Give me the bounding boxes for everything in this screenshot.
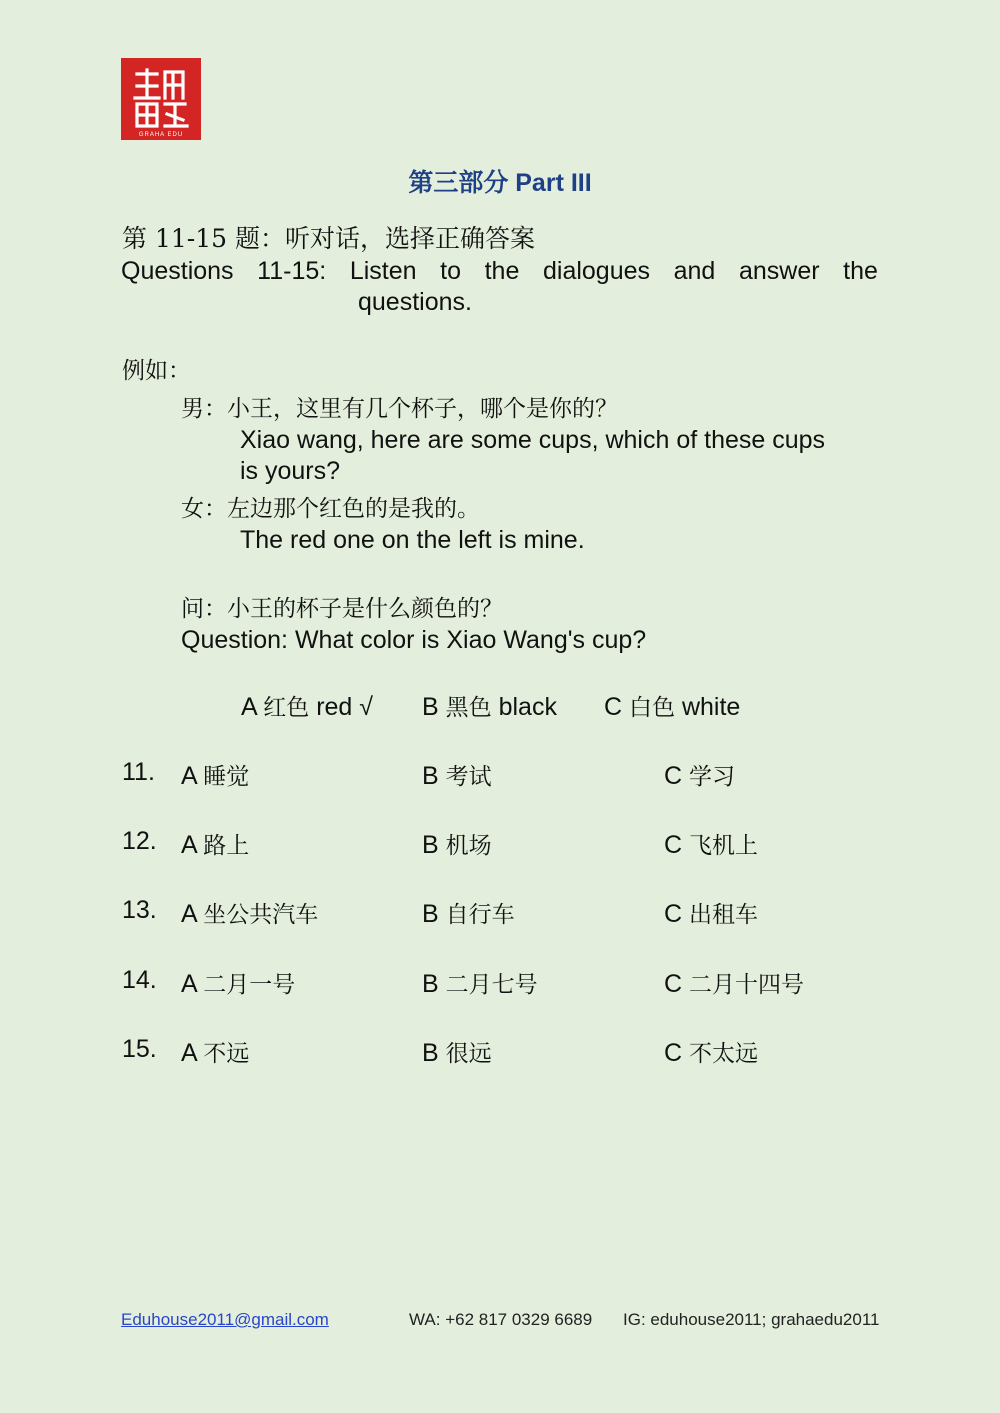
option-text: 很远 [445,1041,492,1067]
question-option-b [422,896,515,929]
question-option-b [422,1035,492,1068]
option-chinese: 红色 [263,695,310,721]
example-option-c [604,689,740,722]
option-letter: C [664,900,683,928]
instr-word: the [484,257,520,285]
question-number: 12. [122,827,157,855]
question-option-c [664,1035,758,1068]
option-letter: B [422,762,439,790]
instructions-english-line-2: questions. [358,288,472,316]
question-option-b [422,827,492,860]
option-letter: C [604,693,623,721]
option-letter: A [181,970,197,998]
instructions-chinese: 第 11-15 题：听对话，选择正确答案 [122,224,535,253]
option-text: 自行车 [445,902,515,928]
instr-word: to [440,257,461,285]
question-option-a [181,827,249,860]
school-logo [121,58,201,140]
option-text: 不远 [203,1041,250,1067]
option-letter: A [181,900,197,928]
footer-instagram: IG: eduhouse2011; grahaedu2011 [623,1310,880,1329]
option-english: white [681,693,741,721]
option-text: 考试 [445,764,492,790]
example-option-a [241,689,373,722]
option-letter: A [181,1039,197,1067]
instr-word: dialogues [542,257,651,285]
example-question-chinese: 问：小王的杯子是什么颜色的？ [181,596,503,622]
question-option-c [664,896,758,929]
question-option-a [181,966,295,999]
question-option-b [422,966,538,999]
question-option-a [181,896,318,929]
question-option-a [181,1035,249,1068]
option-text: 坐公共汽车 [203,902,319,928]
option-text: 出租车 [689,902,759,928]
option-letter: A [181,831,197,859]
option-text: 二月七号 [445,972,538,998]
instr-word: answer [738,257,820,285]
example-male-chinese: 男：小王，这里有几个杯子，哪个是你的？ [181,396,618,422]
instr-word: and [673,257,716,285]
example-option-b [422,689,557,722]
option-text: 飞机上 [689,833,759,859]
footer-email-link[interactable]: Eduhouse2011@gmail.com [121,1310,329,1329]
option-text: 路上 [203,833,250,859]
option-chinese: 黑色 [445,695,492,721]
option-letter: B [422,693,439,721]
example-question-english: Question: What color is Xiao Wang's cup? [181,626,647,654]
svg-text:GRAHA EDU: GRAHA EDU [138,132,184,138]
question-option-c [664,966,804,999]
question-option-a [181,758,249,791]
question-number: 11. [122,758,155,786]
instr-word: Questions [121,257,234,285]
option-letter: B [422,831,439,859]
example-female-english: The red one on the left is mine. [240,526,585,554]
question-option-c [664,827,758,860]
question-number: 15. [122,1035,157,1063]
page-title: 第三部分 Part III [408,169,592,197]
question-number: 14. [122,966,157,994]
option-letter: C [664,762,683,790]
instr-word: the [843,257,878,285]
instructions-english-line-1 [121,257,878,286]
option-letter: C [664,1039,683,1067]
logo-seal-icon [121,58,201,140]
example-female-chinese: 女：左边那个红色的是我的。 [181,496,480,522]
option-letter: C [664,831,683,859]
instr-word: Listen [349,257,417,285]
option-text: 睡觉 [203,764,250,790]
option-english: black [498,693,557,721]
example-male-english-1: Xiao wang, here are some cups, which of these cups [240,426,826,454]
option-letter: A [241,693,257,721]
option-chinese: 白色 [629,695,676,721]
option-english: red √ [316,693,374,721]
question-option-c [664,758,735,791]
option-letter: C [664,970,683,998]
example-label: 例如： [122,358,191,384]
option-letter: B [422,1039,439,1067]
example-male-english-2: is yours? [240,457,341,485]
instr-word: 11-15: [257,257,327,285]
option-letter: B [422,970,439,998]
option-letter: B [422,900,439,928]
option-text: 机场 [445,833,492,859]
question-number: 13. [122,896,157,924]
option-text: 不太远 [689,1041,759,1067]
option-text: 二月一号 [203,972,296,998]
option-letter: A [181,762,197,790]
footer-whatsapp: WA: +62 817 0329 6689 [409,1310,593,1329]
question-option-b [422,758,492,791]
option-text: 二月十四号 [689,972,805,998]
option-text: 学习 [689,764,736,790]
